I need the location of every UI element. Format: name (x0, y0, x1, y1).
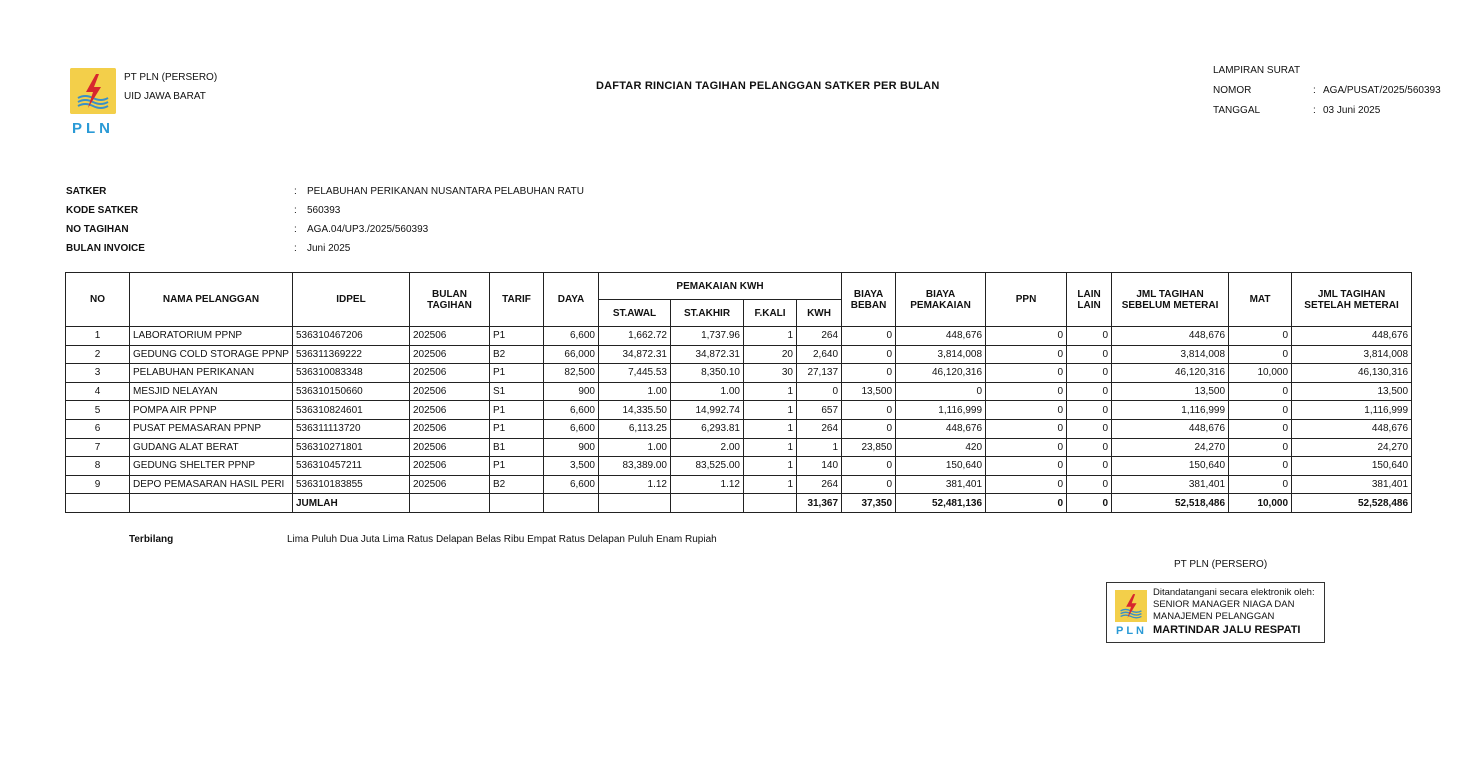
cell-sebelum: 3,814,008 (1112, 345, 1229, 364)
cell-lain: 0 (1067, 419, 1112, 438)
cell-pemakaian: 0 (896, 382, 986, 401)
cell-setelah: 3,814,008 (1292, 345, 1412, 364)
terbilang-value: Lima Puluh Dua Juta Lima Ratus Delapan Belas Ribu Empat Ratus Delapan Puluh Enam Rupiah (287, 534, 717, 545)
company-block (124, 68, 217, 106)
electronic-signature-box (1106, 582, 1325, 643)
cell-kwh: 657 (797, 401, 842, 420)
header-st-akhir: ST.AKHIR (671, 300, 744, 327)
cell-tarif: P1 (490, 364, 544, 383)
cell-sebelum: 1,116,999 (1112, 401, 1229, 420)
cell-bulan: 202506 (410, 382, 490, 401)
total-kwh: 31,367 (797, 494, 842, 513)
cell-setelah: 24,270 (1292, 438, 1412, 457)
cell-st-awal: 14,335.50 (599, 401, 671, 420)
cell-st-awal: 83,389.00 (599, 457, 671, 476)
cell-idpel: 536310150660 (293, 382, 410, 401)
cell-ppn: 0 (986, 419, 1067, 438)
cell-f-kali: 1 (744, 401, 797, 420)
cell-tarif: P1 (490, 457, 544, 476)
lampiran-block: LAMPIRAN SURAT NOMOR : AGA/PUSAT/2025/560393 TANGGAL : 03 Juni 2025 (1213, 65, 1441, 125)
cell-mat: 0 (1229, 401, 1292, 420)
cell-sebelum: 46,120,316 (1112, 364, 1229, 383)
cell-sebelum: 448,676 (1112, 419, 1229, 438)
cell-idpel: 536310271801 (293, 438, 410, 457)
cell-bulan: 202506 (410, 327, 490, 346)
header-biaya-beban: BIAYA BEBAN (842, 273, 896, 327)
bulan-invoice-value: Juni 2025 (307, 243, 351, 254)
cell-f-kali: 1 (744, 382, 797, 401)
cell-ppn: 0 (986, 345, 1067, 364)
cell-f-kali: 30 (744, 364, 797, 383)
signature-line2: SENIOR MANAGER NIAGA DAN (1153, 599, 1295, 610)
cell-tarif: P1 (490, 419, 544, 438)
cell-st-akhir: 8,350.10 (671, 364, 744, 383)
header-jml-sebelum: JML TAGIHAN SEBELUM METERAI (1112, 273, 1229, 327)
cell-mat: 0 (1229, 327, 1292, 346)
tanggal-value: 03 Juni 2025 (1323, 105, 1381, 116)
cell-pemakaian: 150,640 (896, 457, 986, 476)
cell-lain: 0 (1067, 382, 1112, 401)
company-unit: UID JAWA BARAT (124, 91, 206, 102)
cell-nama: GEDUNG SHELTER PPNP (130, 457, 293, 476)
signature-line3: MANAJEMEN PELANGGAN (1153, 611, 1275, 622)
cell-ppn: 0 (986, 457, 1067, 476)
header-lain: LAIN LAIN (1067, 273, 1112, 327)
table-row (66, 419, 1412, 438)
kode-satker-value: 560393 (307, 205, 341, 216)
cell-mat: 0 (1229, 419, 1292, 438)
cell-beban: 0 (842, 401, 896, 420)
cell-beban: 0 (842, 457, 896, 476)
header-mat: MAT (1229, 273, 1292, 327)
cell-bulan: 202506 (410, 457, 490, 476)
table-row (66, 345, 1412, 364)
cell-tarif: P1 (490, 401, 544, 420)
cell-lain: 0 (1067, 475, 1112, 494)
cell-st-akhir: 1.00 (671, 382, 744, 401)
cell-setelah: 150,640 (1292, 457, 1412, 476)
tanggal-label: TANGGAL (1213, 105, 1261, 116)
cell-no: 7 (66, 438, 130, 457)
header-jml-setelah: JML TAGIHAN SETELAH METERAI (1292, 273, 1412, 327)
cell-st-awal: 1.00 (599, 382, 671, 401)
signature-text (1153, 587, 1315, 636)
cell-nama: GEDUNG COLD STORAGE PPNP (130, 345, 293, 364)
cell-bulan: 202506 (410, 475, 490, 494)
cell-no: 4 (66, 382, 130, 401)
terbilang-label: Terbilang (129, 534, 174, 545)
cell-bulan: 202506 (410, 364, 490, 383)
cell-no: 5 (66, 401, 130, 420)
cell-daya: 6,600 (544, 419, 599, 438)
header-st-awal: ST.AWAL (599, 300, 671, 327)
cell-lain: 0 (1067, 345, 1112, 364)
pln-lightning-icon (1115, 590, 1147, 622)
satker-info: SATKER : PELABUHAN PERIKANAN NUSANTARA PELABUHAN RATU KODE SATKER : 560393 NO TAGIHAN : AGA.04/UP3./2025/560393 BULAN INVOICE : Juni 2025 (66, 186, 584, 262)
cell-f-kali: 20 (744, 345, 797, 364)
table-row (66, 457, 1412, 476)
cell-sebelum: 448,676 (1112, 327, 1229, 346)
cell-daya: 6,600 (544, 327, 599, 346)
signature-logo-text: PLN (1116, 625, 1147, 637)
nomor-label: NOMOR (1213, 85, 1252, 96)
cell-mat: 0 (1229, 345, 1292, 364)
cell-beban: 0 (842, 475, 896, 494)
cell-pemakaian: 448,676 (896, 419, 986, 438)
cell-idpel: 536310467206 (293, 327, 410, 346)
lampiran-label: LAMPIRAN SURAT (1213, 65, 1301, 76)
cell-no: 6 (66, 419, 130, 438)
cell-kwh: 27,137 (797, 364, 842, 383)
cell-daya: 66,000 (544, 345, 599, 364)
header-idpel: IDPEL (293, 273, 410, 327)
header-ppn: PPN (986, 273, 1067, 327)
cell-beban: 0 (842, 327, 896, 346)
cell-ppn: 0 (986, 438, 1067, 457)
cell-mat: 0 (1229, 475, 1292, 494)
cell-st-awal: 1.00 (599, 438, 671, 457)
cell-beban: 0 (842, 364, 896, 383)
kode-satker-label: KODE SATKER (66, 205, 139, 216)
cell-daya: 3,500 (544, 457, 599, 476)
table-row (66, 364, 1412, 383)
cell-kwh: 0 (797, 382, 842, 401)
cell-bulan: 202506 (410, 401, 490, 420)
cell-no: 8 (66, 457, 130, 476)
table-row (66, 475, 1412, 494)
header-bulan: BULAN TAGIHAN (410, 273, 490, 327)
cell-sebelum: 24,270 (1112, 438, 1229, 457)
cell-tarif: B2 (490, 475, 544, 494)
cell-nama: GUDANG ALAT BERAT (130, 438, 293, 457)
table-row (66, 327, 1412, 346)
cell-st-awal: 1.12 (599, 475, 671, 494)
signature-line1: Ditandatangani secara elektronik oleh: (1153, 587, 1315, 598)
cell-ppn: 0 (986, 382, 1067, 401)
cell-tarif: B2 (490, 345, 544, 364)
total-lain: 0 (1067, 494, 1112, 513)
cell-st-akhir: 1,737.96 (671, 327, 744, 346)
cell-mat: 0 (1229, 382, 1292, 401)
cell-mat: 0 (1229, 457, 1292, 476)
cell-no: 3 (66, 364, 130, 383)
cell-f-kali: 1 (744, 327, 797, 346)
cell-kwh: 264 (797, 419, 842, 438)
cell-setelah: 46,130,316 (1292, 364, 1412, 383)
cell-lain: 0 (1067, 438, 1112, 457)
cell-kwh: 140 (797, 457, 842, 476)
billing-table (65, 272, 1412, 513)
cell-daya: 900 (544, 438, 599, 457)
total-row (66, 494, 1412, 513)
signature-company: PT PLN (PERSERO) (1174, 559, 1268, 570)
cell-no: 2 (66, 345, 130, 364)
cell-kwh: 2,640 (797, 345, 842, 364)
cell-daya: 6,600 (544, 401, 599, 420)
cell-idpel: 536310457211 (293, 457, 410, 476)
cell-lain: 0 (1067, 401, 1112, 420)
pln-logo (70, 68, 120, 137)
cell-beban: 23,850 (842, 438, 896, 457)
cell-f-kali: 1 (744, 457, 797, 476)
cell-daya: 6,600 (544, 475, 599, 494)
cell-f-kali: 1 (744, 438, 797, 457)
cell-pemakaian: 381,401 (896, 475, 986, 494)
table-row (66, 438, 1412, 457)
cell-st-awal: 6,113.25 (599, 419, 671, 438)
no-tagihan-value: AGA.04/UP3./2025/560393 (307, 224, 429, 235)
cell-lain: 0 (1067, 327, 1112, 346)
cell-beban: 0 (842, 345, 896, 364)
cell-st-akhir: 2.00 (671, 438, 744, 457)
cell-idpel: 536310824601 (293, 401, 410, 420)
cell-kwh: 264 (797, 475, 842, 494)
header-biaya-pemakaian: BIAYA PEMAKAIAN (896, 273, 986, 327)
header-no: NO (66, 273, 130, 327)
cell-pemakaian: 420 (896, 438, 986, 457)
header-daya: DAYA (544, 273, 599, 327)
cell-ppn: 0 (986, 475, 1067, 494)
cell-nama: POMPA AIR PPNP (130, 401, 293, 420)
cell-no: 9 (66, 475, 130, 494)
cell-kwh: 1 (797, 438, 842, 457)
cell-mat: 10,000 (1229, 364, 1292, 383)
cell-bulan: 202506 (410, 419, 490, 438)
header-f-kali: F.KALI (744, 300, 797, 327)
no-tagihan-label: NO TAGIHAN (66, 224, 129, 235)
total-sebelum: 52,518,486 (1112, 494, 1229, 513)
satker-value: PELABUHAN PERIKANAN NUSANTARA PELABUHAN RATU (307, 186, 584, 197)
cell-daya: 82,500 (544, 364, 599, 383)
cell-tarif: P1 (490, 327, 544, 346)
cell-sebelum: 381,401 (1112, 475, 1229, 494)
cell-ppn: 0 (986, 401, 1067, 420)
cell-nama: DEPO PEMASARAN HASIL PERI (130, 475, 293, 494)
total-beban: 37,350 (842, 494, 896, 513)
cell-lain: 0 (1067, 457, 1112, 476)
total-pemakaian: 52,481,136 (896, 494, 986, 513)
cell-st-awal: 34,872.31 (599, 345, 671, 364)
cell-nama: PUSAT PEMASARAN PPNP (130, 419, 293, 438)
company-name: PT PLN (PERSERO) (124, 72, 218, 83)
cell-st-awal: 7,445.53 (599, 364, 671, 383)
cell-ppn: 0 (986, 327, 1067, 346)
cell-f-kali: 1 (744, 419, 797, 438)
total-label: JUMLAH (293, 494, 410, 513)
nomor-value: AGA/PUSAT/2025/560393 (1323, 85, 1441, 96)
cell-pemakaian: 1,116,999 (896, 401, 986, 420)
cell-tarif: S1 (490, 382, 544, 401)
cell-pemakaian: 46,120,316 (896, 364, 986, 383)
cell-st-akhir: 6,293.81 (671, 419, 744, 438)
satker-label: SATKER (66, 186, 107, 197)
cell-mat: 0 (1229, 438, 1292, 457)
cell-idpel: 536310183855 (293, 475, 410, 494)
cell-st-akhir: 14,992.74 (671, 401, 744, 420)
cell-bulan: 202506 (410, 438, 490, 457)
cell-setelah: 448,676 (1292, 419, 1412, 438)
table-row (66, 401, 1412, 420)
cell-f-kali: 1 (744, 475, 797, 494)
table-row (66, 382, 1412, 401)
cell-ppn: 0 (986, 364, 1067, 383)
header-pemakaian: PEMAKAIAN KWH (599, 273, 842, 300)
cell-lain: 0 (1067, 364, 1112, 383)
cell-beban: 13,500 (842, 382, 896, 401)
cell-setelah: 13,500 (1292, 382, 1412, 401)
cell-nama: MESJID NELAYAN (130, 382, 293, 401)
header-tarif: TARIF (490, 273, 544, 327)
cell-idpel: 536311369222 (293, 345, 410, 364)
total-mat: 10,000 (1229, 494, 1292, 513)
cell-pemakaian: 3,814,008 (896, 345, 986, 364)
total-setelah: 52,528,486 (1292, 494, 1412, 513)
cell-no: 1 (66, 327, 130, 346)
cell-beban: 0 (842, 419, 896, 438)
cell-nama: LABORATORIUM PPNP (130, 327, 293, 346)
header-kwh: KWH (797, 300, 842, 327)
cell-setelah: 448,676 (1292, 327, 1412, 346)
cell-kwh: 264 (797, 327, 842, 346)
cell-bulan: 202506 (410, 345, 490, 364)
cell-tarif: B1 (490, 438, 544, 457)
cell-st-akhir: 83,525.00 (671, 457, 744, 476)
cell-sebelum: 13,500 (1112, 382, 1229, 401)
bulan-invoice-label: BULAN INVOICE (66, 243, 145, 254)
total-ppn: 0 (986, 494, 1067, 513)
cell-daya: 900 (544, 382, 599, 401)
pln-logo-text: PLN (72, 120, 114, 137)
cell-pemakaian: 448,676 (896, 327, 986, 346)
cell-setelah: 1,116,999 (1292, 401, 1412, 420)
pln-lightning-icon (70, 68, 116, 114)
terbilang-block (129, 534, 717, 545)
document-title: DAFTAR RINCIAN TAGIHAN PELANGGAN SATKER PER BULAN (596, 80, 940, 92)
signer-name: MARTINDAR JALU RESPATI (1153, 624, 1301, 636)
cell-st-akhir: 34,872.31 (671, 345, 744, 364)
cell-st-awal: 1,662.72 (599, 327, 671, 346)
cell-nama: PELABUHAN PERIKANAN (130, 364, 293, 383)
cell-idpel: 536310083348 (293, 364, 410, 383)
cell-setelah: 381,401 (1292, 475, 1412, 494)
cell-st-akhir: 1.12 (671, 475, 744, 494)
header-nama: NAMA PELANGGAN (130, 273, 293, 327)
cell-idpel: 536311113720 (293, 419, 410, 438)
cell-sebelum: 150,640 (1112, 457, 1229, 476)
